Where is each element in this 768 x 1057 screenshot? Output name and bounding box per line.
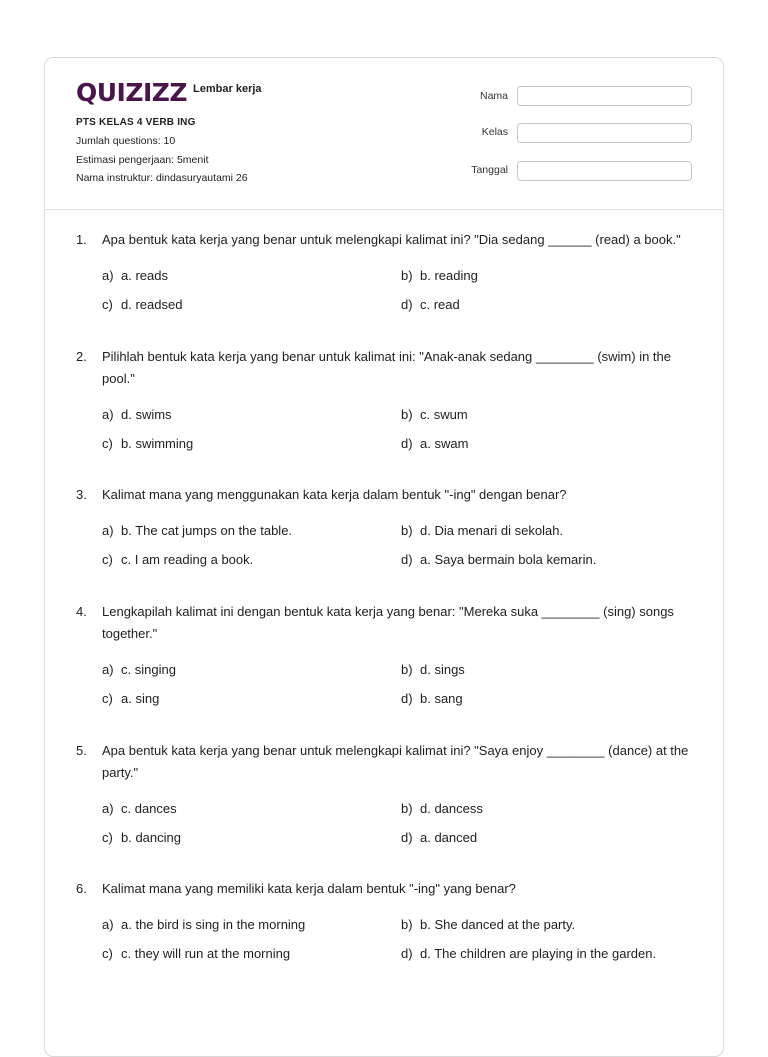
option-c[interactable]: c) c. they will run at the morning	[102, 946, 291, 961]
option-b[interactable]: b) b. reading	[401, 268, 478, 283]
logo-row	[76, 80, 262, 106]
option-d[interactable]: d) d. The children are playing in the garden.	[401, 946, 657, 961]
name-label: Nama	[479, 90, 508, 102]
option-c[interactable]: c) b. swimming	[102, 436, 194, 451]
question-number: 4.	[76, 604, 87, 619]
worksheet-subtitle: Lembar kerja	[193, 83, 262, 95]
question-5	[76, 740, 696, 848]
quiz-title: PTS KELAS 4 VERB ING	[76, 117, 196, 128]
option-a[interactable]: a) a. the bird is sing in the morning	[102, 917, 306, 932]
option-d[interactable]: d) b. sang	[401, 691, 463, 706]
option-grid	[76, 265, 696, 315]
option-b[interactable]: b) b. She danced at the party.	[401, 917, 576, 932]
option-a[interactable]: a) b. The cat jumps on the table.	[102, 523, 293, 538]
name-field[interactable]	[517, 86, 692, 106]
estimate-time: Estimasi pengerjaan: 5menit	[76, 154, 209, 166]
worksheet-card	[44, 57, 724, 1057]
option-a[interactable]: a) a. reads	[102, 268, 168, 283]
option-d[interactable]: d) c. read	[401, 297, 460, 312]
option-grid	[76, 404, 696, 454]
option-d[interactable]: d) a. swam	[401, 436, 469, 451]
option-c[interactable]: c) c. I am reading a book.	[102, 552, 254, 567]
date-field[interactable]	[517, 161, 692, 181]
question-3	[76, 484, 696, 570]
class-field[interactable]	[517, 123, 692, 143]
option-b[interactable]: b) d. Dia menari di sekolah.	[401, 523, 564, 538]
option-a[interactable]: a) c. singing	[102, 662, 176, 677]
date-label: Tanggal	[471, 164, 508, 176]
class-label: Kelas	[481, 126, 508, 138]
question-text: Lengkapilah kalimat ini dengan bentuk kata kerja yang benar: "Mereka suka ________ (sing) songs together."	[102, 604, 674, 641]
question-text: Pilihlah bentuk kata kerja yang benar untuk kalimat ini: "Anak-anak sedang ________ (swim) in the pool."	[102, 349, 672, 386]
option-a[interactable]: a) d. swims	[102, 407, 172, 422]
option-b[interactable]: b) d. sings	[401, 662, 465, 677]
question-text: Apa bentuk kata kerja yang benar untuk melengkapi kalimat ini? "Saya enjoy ________ (dance) at the party."	[102, 743, 689, 780]
question-1	[76, 229, 696, 315]
option-grid	[76, 520, 696, 570]
option-c[interactable]: c) a. sing	[102, 691, 160, 706]
option-a[interactable]: a) c. dances	[102, 801, 177, 816]
option-d[interactable]: d) a. Saya bermain bola kemarin.	[401, 552, 597, 567]
option-c[interactable]: c) b. dancing	[102, 830, 181, 845]
option-d[interactable]: d) a. danced	[401, 830, 478, 845]
option-grid	[76, 914, 696, 964]
question-4	[76, 601, 696, 709]
question-number: 5.	[76, 743, 87, 758]
question-text: Apa bentuk kata kerja yang benar untuk melengkapi kalimat ini? "Dia sedang ______ (read) a book."	[102, 232, 681, 247]
question-2	[76, 346, 696, 454]
quizizz-logo: QUIZIZZ	[76, 78, 188, 107]
question-6	[76, 878, 696, 964]
question-number: 3.	[76, 487, 87, 502]
option-b[interactable]: b) d. dancess	[401, 801, 483, 816]
option-b[interactable]: b) c. swum	[401, 407, 468, 422]
option-grid	[76, 659, 696, 709]
question-text: Kalimat mana yang menggunakan kata kerja dalam bentuk "-ing" dengan benar?	[102, 487, 567, 502]
question-text: Kalimat mana yang memiliki kata kerja dalam bentuk "-ing" yang benar?	[102, 881, 516, 896]
option-c[interactable]: c) d. readsed	[102, 297, 183, 312]
question-number: 1.	[76, 232, 87, 247]
questions-count: Jumlah questions: 10	[76, 135, 176, 147]
instructor-name: Nama instruktur: dindasuryautami 26	[76, 172, 248, 184]
question-number: 2.	[76, 349, 87, 364]
question-number: 6.	[76, 881, 87, 896]
worksheet-header	[45, 58, 723, 210]
option-grid	[76, 798, 696, 848]
